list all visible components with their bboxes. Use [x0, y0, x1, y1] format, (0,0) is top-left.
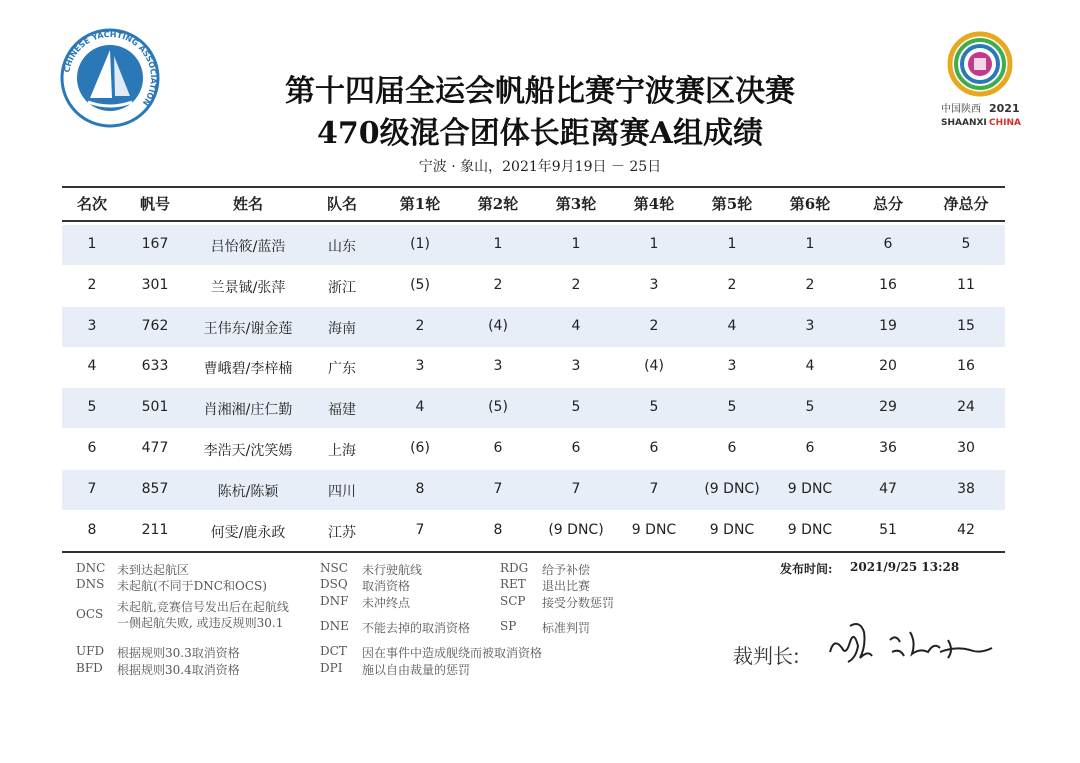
cell-race-3: 7 [571, 480, 581, 497]
cell-name: 李浩天/沈笑嫣 [203, 443, 293, 459]
cell-race-1: (1) [410, 236, 430, 252]
cell-rank: 7 [87, 480, 97, 497]
cell-race-1: (5) [410, 276, 430, 293]
cell-race-6: 3 [805, 317, 815, 334]
cell-total: 29 [879, 399, 897, 416]
header-race-6: 第6轮 [789, 195, 831, 213]
cell-name: 肖湘湘/庄仁勤 [203, 402, 293, 419]
legend-description: 不能去掉的取消资格 [362, 621, 471, 635]
cell-name: 兰景铖/张萍 [210, 279, 286, 296]
legend-code: DCT [320, 644, 347, 658]
cell-sail-number: 857 [141, 480, 169, 497]
cell-race-2: 6 [493, 440, 503, 456]
legend-code: OCS [76, 607, 104, 621]
header-team: 队名 [326, 195, 358, 213]
cell-race-2: 8 [493, 521, 503, 538]
header-sail-number: 帆号 [139, 195, 171, 213]
cell-race-2: 7 [493, 480, 503, 497]
header-race-4: 第4轮 [633, 195, 675, 213]
cell-race-1: 8 [415, 480, 425, 497]
legend-code: RDG [500, 561, 529, 575]
cell-team: 山东 [328, 239, 356, 255]
cell-name: 陈杭/陈颖 [217, 483, 279, 500]
table-header-rule [62, 220, 1005, 222]
cell-race-3: 6 [571, 440, 581, 456]
cell-total: 6 [883, 236, 893, 252]
cell-race-3: 1 [571, 236, 581, 252]
cell-total: 16 [879, 276, 897, 293]
cell-sail-number: 633 [141, 358, 169, 375]
header-net-total: 净总分 [943, 195, 989, 213]
cell-total: 47 [879, 480, 897, 497]
legend-code: RET [500, 577, 526, 591]
cell-rank: 5 [87, 399, 97, 416]
cell-race-1: 2 [415, 317, 425, 334]
cell-race-5: 6 [727, 440, 737, 456]
cell-race-6: 4 [805, 358, 815, 375]
cell-team: 福建 [328, 402, 356, 419]
cell-rank: 1 [87, 236, 97, 252]
cell-race-5: 3 [727, 358, 737, 375]
legend-description: 根据规则30.4取消资格 [117, 663, 240, 677]
logo-year-text: 2021 [989, 102, 1020, 115]
cell-race-6: 9 DNC [787, 521, 833, 538]
cell-sail-number: 211 [141, 521, 169, 538]
cell-team: 江苏 [328, 524, 356, 541]
cell-name: 吕怡筱/蓝浩 [210, 239, 286, 255]
cell-race-2: 1 [493, 236, 503, 252]
cell-race-2: (4) [488, 317, 508, 334]
logo-en-text-1: SHAANXI [941, 118, 987, 128]
cell-total: 36 [879, 440, 897, 456]
cell-race-1: 7 [415, 521, 425, 538]
legend-description: 未到达起航区 [117, 563, 190, 577]
table-bottom-rule [62, 551, 1005, 553]
logo-en-text-2: CHINA [989, 118, 1021, 128]
cell-race-6: 5 [805, 399, 815, 416]
cell-total: 51 [879, 521, 897, 538]
cell-race-3: 5 [571, 399, 581, 416]
legend-code: SCP [500, 594, 526, 608]
cell-race-3: 4 [571, 317, 581, 334]
cell-race-5: (9 DNC) [704, 480, 760, 497]
cell-net-total: 15 [957, 317, 975, 334]
legend-description: 接受分数惩罚 [542, 596, 615, 610]
cell-race-5: 5 [727, 399, 737, 416]
header-race-1: 第1轮 [399, 195, 441, 213]
cell-race-1: 3 [415, 358, 425, 375]
cell-name: 王伟东/谢金莲 [203, 320, 293, 337]
cell-rank: 4 [87, 358, 97, 375]
cell-rank: 3 [87, 317, 97, 334]
cell-race-4: 9 DNC [631, 521, 677, 538]
legend-code: DSQ [320, 577, 348, 591]
cell-race-4: 1 [649, 236, 659, 252]
cell-team: 浙江 [328, 279, 356, 296]
legend-code: DPI [320, 661, 343, 675]
legend-code: UFD [76, 644, 105, 658]
cell-race-4: 5 [649, 399, 659, 416]
cell-race-6: 1 [805, 236, 815, 252]
legend-code: NSC [320, 561, 348, 575]
header-race-5: 第5轮 [711, 195, 753, 213]
cell-race-5: 9 DNC [709, 521, 755, 538]
chief-judge-label: 裁判长: [733, 644, 800, 668]
legend-code: SP [500, 619, 517, 633]
cell-race-1: 4 [415, 399, 425, 416]
cell-net-total: 38 [957, 480, 975, 497]
cell-rank: 2 [87, 276, 97, 293]
cell-sail-number: 477 [141, 440, 169, 456]
legend-description: 因在事件中造成舰绕而被取消资格 [362, 646, 543, 660]
cell-sail-number: 167 [141, 236, 169, 252]
cell-net-total: 5 [961, 236, 971, 252]
cell-race-4: 7 [649, 480, 659, 497]
cell-net-total: 24 [957, 399, 975, 416]
legend-code: DNE [320, 619, 349, 633]
legend-description: 退出比赛 [542, 579, 591, 593]
header-total: 总分 [872, 195, 904, 213]
cell-race-3: (9 DNC) [548, 521, 604, 538]
table-row [62, 511, 1005, 551]
table-row [62, 388, 1005, 428]
legend-description: 取消资格 [362, 579, 411, 593]
table-row [62, 347, 1005, 387]
legend-code: DNS [76, 577, 105, 591]
event-location-date: 宁波 · 象山，2021年9月19日 － 25日 [418, 159, 662, 175]
header-race-3: 第3轮 [555, 195, 597, 213]
cell-race-5: 4 [727, 317, 737, 334]
legend-description: 一侧起航失败, 或违反规则30.1 [117, 616, 284, 630]
chief-judge-signature [820, 612, 1000, 672]
cell-race-6: 6 [805, 440, 815, 456]
legend-description: 施以自由裁量的惩罚 [362, 663, 471, 677]
cell-race-4: 3 [649, 276, 659, 293]
cell-net-total: 11 [957, 276, 975, 293]
legend-description: 未行驶航线 [362, 563, 423, 577]
cell-race-2: 3 [493, 358, 503, 375]
legend-description: 根据规则30.3取消资格 [117, 646, 240, 660]
cell-race-6: 2 [805, 276, 815, 293]
cell-total: 20 [879, 358, 897, 375]
cell-race-5: 1 [727, 236, 737, 252]
cell-race-5: 2 [727, 276, 737, 293]
legend-code: DNF [320, 594, 349, 608]
cell-sail-number: 501 [141, 399, 169, 416]
cell-net-total: 30 [957, 440, 975, 456]
cell-team: 四川 [328, 483, 356, 500]
logo-ring-text: CHINESE YACHTING ASSOCIATION [62, 29, 159, 108]
cell-team: 海南 [328, 320, 356, 337]
cell-team: 广东 [328, 361, 356, 378]
release-time-value: 2021/9/25 13:28 [850, 560, 960, 574]
table-top-rule [62, 186, 1005, 188]
legend-description: 未起航(不同于DNC和OCS) [117, 579, 267, 593]
header-race-2: 第2轮 [477, 195, 519, 213]
cell-name: 曹峨碧/李梓楠 [203, 361, 293, 378]
cell-race-4: 6 [649, 440, 659, 456]
header-name: 姓名 [232, 195, 264, 213]
cell-race-4: (4) [644, 358, 664, 375]
cell-race-2: (5) [488, 399, 508, 416]
cell-name: 何雯/鹿永政 [210, 524, 286, 541]
cell-total: 19 [879, 317, 897, 334]
cell-race-1: (6) [410, 440, 430, 456]
cell-rank: 6 [87, 440, 97, 456]
table-row [62, 266, 1005, 306]
cell-net-total: 16 [957, 358, 975, 375]
cell-race-3: 2 [571, 276, 581, 293]
page-subtitle-title: 470级混合团体长距离赛A组成绩 [317, 116, 763, 151]
legend-description: 标准判罚 [542, 621, 591, 635]
table-row [62, 225, 1005, 265]
cell-race-4: 2 [649, 317, 659, 334]
cell-rank: 8 [87, 521, 97, 538]
legend-code: DNC [76, 561, 106, 575]
cell-net-total: 42 [957, 521, 975, 538]
cell-race-2: 2 [493, 276, 503, 293]
logo-cn-text: 中国陕西 [941, 104, 981, 115]
cell-sail-number: 301 [141, 276, 169, 293]
cell-sail-number: 762 [141, 317, 169, 334]
legend-description: 给予补偿 [542, 563, 591, 577]
legend-description: 未冲终点 [362, 596, 411, 610]
page-title: 第十四届全运会帆船比赛宁波赛区决赛 [285, 74, 795, 109]
cell-race-6: 9 DNC [787, 480, 833, 497]
cell-race-3: 3 [571, 358, 581, 375]
header-rank: 名次 [76, 195, 108, 213]
table-row [62, 470, 1005, 510]
legend-code: BFD [76, 661, 103, 675]
table-row [62, 307, 1005, 347]
table-row [62, 429, 1005, 469]
legend-description: 未起航,竞赛信号发出后在起航线 [117, 600, 289, 614]
cell-team: 上海 [328, 443, 356, 459]
release-time-label: 发布时间: [780, 562, 833, 576]
